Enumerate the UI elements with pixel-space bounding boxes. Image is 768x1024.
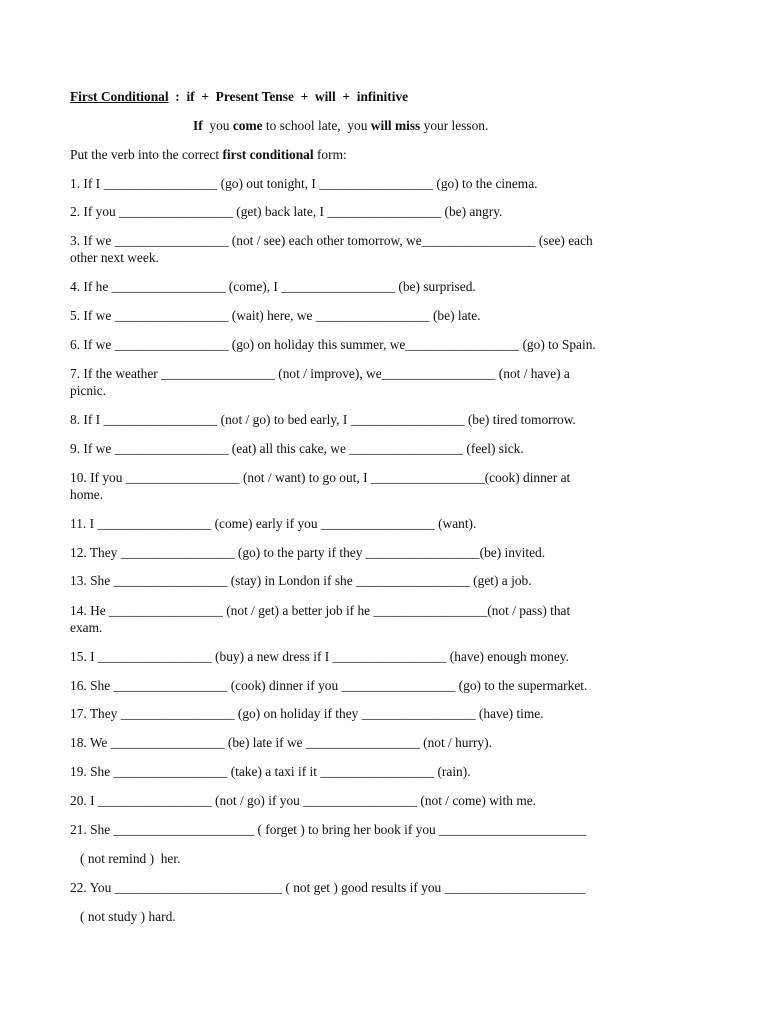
exercise-7: 7. If the weather _________________ (not / improve), we_________________ (not / have) a [70, 366, 570, 381]
exercise-3-cont: other next week. [70, 250, 159, 265]
exercise-14: 14. He _________________ (not / get) a better job if he _________________(not / pass) that [70, 603, 571, 618]
exercise-21: 21. She _____________________ ( forget ) to bring her book if you ______________________ [70, 822, 587, 837]
exercise-11: 11. I _________________ (come) early if you _________________ (want). [70, 516, 477, 531]
exercise-1: 1. If I _________________ (go) out tonight, I _________________ (go) to the cinema. [70, 176, 538, 191]
exercise-2: 2. If you _________________ (get) back late, I _________________ (be) angry. [70, 204, 503, 219]
formula: : if + Present Tense + will + infinitive [168, 89, 409, 104]
exercise-18: 18. We _________________ (be) late if we _________________ (not / hurry). [70, 735, 492, 750]
exercise-13: 13. She _________________ (stay) in London if she _________________ (get) a job. [70, 573, 532, 588]
exercise-8: 8. If I _________________ (not / go) to bed early, I _________________ (be) tired tomorrow. [70, 412, 576, 427]
exercise-10: 10. If you _________________ (not / want) to go out, I _________________(cook) dinner at [70, 470, 571, 485]
exercise-6: 6. If we _________________ (go) on holiday this summer, we_________________ (go) to Spain. [70, 337, 596, 352]
exercise-4: 4. If he _________________ (come), I _________________ (be) surprised. [70, 279, 476, 294]
instruction: Put the verb into the correct first conditional form: [70, 147, 347, 162]
exercise-22: 22. You _________________________ ( not get ) good results if you _____________________ [70, 880, 586, 895]
exercise-15: 15. I _________________ (buy) a new dress if I _________________ (have) enough money. [70, 649, 569, 664]
exercise-9: 9. If we _________________ (eat) all this cake, we _________________ (feel) sick. [70, 441, 524, 456]
worksheet-header [70, 89, 408, 105]
exercise-22-cont: ( not study ) hard. [70, 909, 176, 924]
exercise-5: 5. If we _________________ (wait) here, we _________________ (be) late. [70, 308, 481, 323]
exercise-10-cont: home. [70, 487, 104, 502]
exercise-19: 19. She _________________ (take) a taxi if it _________________ (rain). [70, 764, 471, 779]
exercise-7-cont: picnic. [70, 383, 107, 398]
exercise-12: 12. They _________________ (go) to the party if they _________________(be) invited. [70, 545, 546, 560]
exercise-21-cont: ( not remind ) her. [70, 851, 181, 866]
exercise-20: 20. I _________________ (not / go) if you _________________ (not / come) with me. [70, 793, 537, 808]
exercise-16: 16. She _________________ (cook) dinner if you _________________ (go) to the supermarket. [70, 678, 588, 693]
title: First Conditional [70, 89, 169, 104]
exercise-3: 3. If we _________________ (not / see) each other tomorrow, we_________________ (see) each [70, 233, 593, 248]
exercise-17: 17. They _________________ (go) on holiday if they _________________ (have) time. [70, 706, 544, 721]
exercise-14-cont: exam. [70, 620, 103, 635]
example-sentence: If you come to school late, you will miss your lesson. [193, 118, 489, 133]
